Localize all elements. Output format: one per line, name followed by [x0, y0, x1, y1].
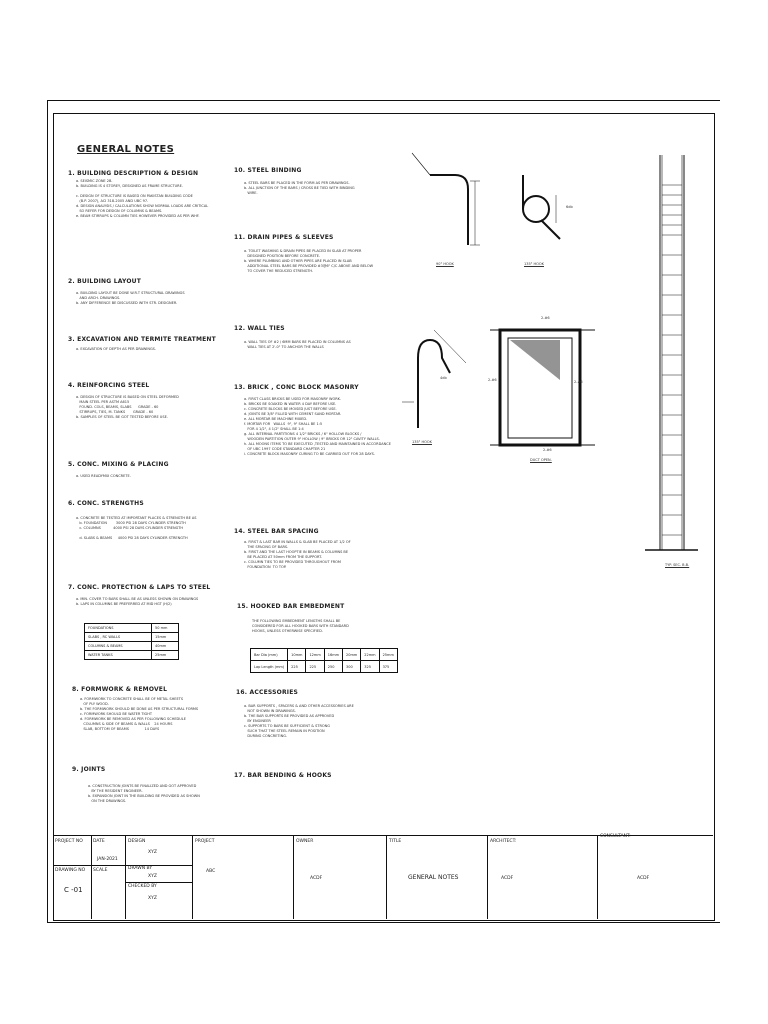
project-label: PROJECT [195, 839, 215, 844]
section-heading: 6. CONC. STRENGTHS [68, 500, 144, 507]
design-label: DESIGN [128, 839, 146, 844]
drawing-label-135-hook: 135° HOOK [524, 262, 544, 266]
title-block-divider [597, 835, 598, 919]
checked-by-label: CHECKED BY [128, 884, 157, 889]
table-cell: 15mm [152, 633, 179, 642]
table-cell: 12mm [306, 649, 324, 661]
table-cell: 250 [324, 661, 342, 673]
section-text: THE FOLLOWING EMBEDMENT LENGTHS SHALL BE CONSIDERED FOR ALL HOOKED BARS WITH STANDARD HOOKS, UNLESS OTHERWISE SPECIFIED. [252, 619, 349, 633]
table-cell: 25mm [152, 651, 179, 660]
owner-value: ACDF [310, 876, 323, 881]
date-label: DATE [93, 839, 105, 844]
wall-tie-hook-drawing [398, 318, 478, 438]
section-text: a. BUILDING LAYOUT BE DONE W.R.T STRUCTURAL DRAWINGS AND ARCH. DRAWINGS. b. ANY DIFFERENCE BE DISCUSSED WITH STR. DESIGNER. [76, 291, 185, 305]
table-cell: 375 [379, 661, 397, 673]
dimension-label: 6db [566, 205, 573, 209]
sheet-top-border [47, 100, 720, 101]
table-cell: 20mm [343, 649, 361, 661]
table-row [251, 649, 398, 661]
table-cell: SLABS , RC WALLS [85, 633, 152, 642]
sheet-left-border [47, 100, 48, 923]
consultant-value: ACDF [637, 876, 650, 881]
table-cell: 40mm [152, 642, 179, 651]
table-row [85, 651, 179, 660]
duct-opening-drawing [490, 310, 600, 460]
section-text: a. FIRST & LAST BAR IN WALLS & SLAB BE PLACED AT 1/2 OF THE SPACING OF BARS. b. FIRST AND THE LAST HOOPTIE IN BEAMS & COLUMNS BE BE PLACED AT 50mm FROM THE SUPPORT. c. COLUMN TIES TO BE PROVIDED THROUGHOUT FROM FOUNDATION TO TOP. [244, 540, 351, 569]
design-value: XYZ [148, 850, 157, 855]
section-heading: 4. REINFORCING STEEL [68, 382, 150, 389]
section-text: a. DESIGN OF STRUCTURE IS BASED ON STEEL DEFORMED MAIN STEEL PER ASTM A615 FOUND. COLS, BEAMS, SLABS GRADE - 60 STIRRUPS, TIES, M. TANKS GRADE - 60 b. SAMPLES OF STEEL BE GOT TESTED BEFORE USE. [76, 395, 179, 419]
table-cell: Lap Length (mm) [251, 661, 288, 673]
section-text: a. SEISMIC ZONE 2B. b. BUILDING IS 4 STOREY, DESIGNED AS FRAME STRUCTURE. c. DESIGN OF STRUCTURE IS BASED ON PAKISTAN BUILDING CODE (B.P. 2007), ACI 318-2005 AND UBC 97. d. DESIGN ANALYSIS / CALCULATIONS SHOW NORMAL LOADS ARE CRITICAL SO REFER FOR DESIGN OF COLUMNS & BEAMS. e. BEAM STIRRUPS & COLUMN TIES HOWEVER PROVIDED AS PER WHF. [76, 179, 209, 218]
section-text: a. TOILET WASHING & DRAIN PIPES BE PLACED IN SLAB AT PROPER DESIGNED POSITION BEFORE CONCRETE. b. WHERE PLUMBING AND OTHER PIPES ARE PLACED IN SLAB ADDITIONAL STEEL BARS BE PROVIDED #3@6" C/C ABOVE AND BELOW TO COVER THE REDUCED STRENGTH. [244, 249, 374, 273]
drawn-by-label: DRAWN BY [128, 866, 153, 871]
section-text: a. CONSTRUCTION JOINTS BE FINALIZED AND GOT APPROVED BY THE RESIDENT ENGINEER. b. EXPANSION JOINT IN THE BUILDING BE PROVIDED AS SHOWN ON THE DRAWINGS. [88, 784, 200, 803]
drawing-no-value: C -01 [64, 886, 83, 894]
table-cell: 225 [306, 661, 324, 673]
architect-value: ACDF [501, 876, 514, 881]
section-text: a. CONCRETE BE TESTED AT IMPORTANT PLACES & STRENGTH BE AS b. FOUNDATION 3000 PSI 28 DAYS CYLINDER STRENGTH c. COLUMNS 4000 PSI 28 DAYS CYLINDER STRENGTH d. SLABS & BEAMS 4000 PSI 28 DAYS CYLINDER STRENGTH [76, 516, 197, 540]
drawing-no-label: DRAWING NO [55, 868, 86, 873]
table-cell: 300 [343, 661, 361, 673]
section-heading: 5. CONC. MIXING & PLACING [68, 461, 169, 468]
hook-details-drawing [400, 145, 580, 275]
table-cell: WATER TANKS [85, 651, 152, 660]
title-label: TITLE [389, 839, 402, 844]
section-text: a. USED READYMIX CONCRETE. [76, 474, 131, 478]
drawing-label-135-hook: 135° HOOK [412, 440, 432, 444]
section-heading: 13. BRICK , CONC BLOCK MASONRY [234, 384, 359, 391]
section-heading: 12. WALL TIES [234, 325, 285, 332]
embedment-table [250, 648, 398, 673]
section-text: a. FIRST CLASS BRICKS BE USED FOR MASONRY WORK. b. BRICKS BE SOAKED IN WATER 4 DAY BEFORE USE. c. CONCRETE BLOCKS BE MOISED JUST BEFORE USE. d. JOINTS BE 3/8" FILLED WITH CEMENT SAND MORTAR. e. ALL MORTAR BE MACHINE MIXED. f. MORTAR FOR WALLS 9", 9" SHALL BE 1:5 FOR 4 1/2", 4 1/2" SHALL BE 1:4 g. ALL INTERNAL PARTITIONS 4 1/2" BRICKS / 6" HOLLOW BLOCKS / WOODEN PARTITION OUTER 9" HOLLOW / 9" BRICKS OR 12" CAVITY WALLS. h. ALL MOONS ITEMS TO BE EXECUTED ,TESTED AND MAINTAINED IN ACCORDANCE OF UBC 1997 CODE STANDARD CHAPTER 21 i. CONCRETE BLOCK MASONRY CURING TO BE CARRIED OUT FOR 28 DAYS. [244, 397, 391, 456]
table-cell: 10mm [288, 649, 306, 661]
project-value: ABC [206, 869, 216, 874]
table-row [251, 661, 398, 673]
title-block-divider [192, 835, 193, 919]
section-heading: 2. BUILDING LAYOUT [68, 278, 141, 285]
bar-label: 2-#6 [541, 316, 550, 320]
section-heading: 10. STEEL BINDING [234, 167, 302, 174]
table-cell: 22mm [361, 649, 379, 661]
section-heading: 3. EXCAVATION AND TERMITE TREATMENT [68, 336, 216, 343]
cover-table [84, 623, 179, 660]
table-row [85, 624, 179, 633]
title-block-divider [386, 835, 387, 919]
table-cell: FOUNDATIONS [85, 624, 152, 633]
table-cell: 325 [361, 661, 379, 673]
section-heading: 7. CONC. PROTECTION & LAPS TO STEEL [68, 584, 211, 591]
sheet-bottom-border [47, 922, 720, 923]
section-text: a. MIN. COVER TO BARS SHALL BE AS UNLESS SHOWN ON DRAWINGS b. LAPS IN COLUMNS BE PREFERRED AT MID HGT (H/2) [76, 597, 199, 606]
section-text: a. FORMWORK TO CONCRETE SHALL BE OF METAL SHEETS OF PLY WOOD. b. THE FORMWORK SHOULD BE DONE AS PER STRUCTURAL FORMS c. FORMWORK SHOULD BE WATER TIGHT d. FORMWORK BE REMOVED AS PER FOLLOWING SCHEDULE COLUMNS & SIDE OF BEAMS & WALLS 24 HOURS SLAB, BOTTOM OF BEAMS 14 DAYS [80, 697, 199, 731]
scale-label: SCALE [93, 868, 108, 873]
date-value: JAN-2021 [97, 857, 118, 862]
table-row [85, 633, 179, 642]
table-row [85, 642, 179, 651]
table-cell: Bar Dia (mm) [251, 649, 288, 661]
section-text: a. BAR SUPPORTS , SPACERS & AND OTHER ACCESSORIES ARE NOT SHOWN IN DRAWINGS. b. THE BAR SUPPORTS BE PROVIDED AS APPROVED BY ENGINEER c. SUPPORTS TO BARS BE SUFFICIENT & STRONG SUCH THAT THE STEEL REMAIN IN POSITION DURING CONCRETING. [244, 704, 354, 738]
consultant-label: CONSULTANT: [600, 834, 631, 839]
section-heading: 8. FORMWORK & REMOVEL [72, 686, 168, 693]
section-text: a. WALL TIES OF #2 / 6MM BARS BE PLACED IN COLUMNS AS WALL TIES AT 2'-0" TO ANCHOR THE WALLS [244, 340, 351, 349]
section-heading: 15. HOOKED BAR EMBEDMENT [237, 603, 345, 610]
typical-section-drawing [640, 145, 700, 565]
page-title: GENERAL NOTES [77, 144, 175, 155]
table-cell: 225 [288, 661, 306, 673]
section-heading: 9. JOINTS [72, 766, 106, 773]
bar-label: 2-#6 [543, 448, 552, 452]
table-cell: COLUMNS & BEAMS [85, 642, 152, 651]
checked-by-value: XYZ [148, 896, 157, 901]
table-cell: 50 mm [152, 624, 179, 633]
title-value: GENERAL NOTES [408, 874, 459, 881]
section-heading: 16. ACCESSORIES [236, 689, 299, 696]
title-block-divider [487, 835, 488, 919]
title-block-divider [125, 882, 192, 883]
project-no-label: PROJECT NO [55, 839, 83, 844]
section-text: a. STEEL BARS BE PLACED IN THE FORM AS PER DRAWINGS. b. ALL JUNCTION OF THE BARS / CROSS BE TIED WITH BINDING WIRE. [244, 181, 355, 195]
bar-label: 2-#6 [488, 378, 497, 382]
title-block-divider [53, 865, 91, 866]
section-heading: 1. BUILDING DESCRIPTION & DESIGN [68, 170, 199, 177]
title-block-divider [91, 835, 92, 919]
drawing-label-typ-section: TYP. SEC. B.B. [665, 563, 690, 567]
section-heading: 11. DRAIN PIPES & SLEEVES [234, 234, 334, 241]
section-heading: 17. BAR BENDING & HOOKS [234, 772, 332, 779]
drawing-label-duct: DUCT OPEN. [530, 458, 552, 462]
table-cell: 16mm [324, 649, 342, 661]
drawing-label-90-hook: 90° HOOK [436, 262, 454, 266]
section-text: a. EXCAVATION OF DEPTH AS PER DRAWINGS. [76, 347, 157, 351]
table-cell: 25mm [379, 649, 397, 661]
drawn-by-value: XYZ [148, 874, 157, 879]
bar-label: 2-#6 [574, 380, 583, 384]
title-block-divider [293, 835, 294, 919]
architect-label: ARCHITECT: [490, 839, 517, 844]
section-heading: 14. STEEL BAR SPACING [234, 528, 319, 535]
owner-label: OWNER [296, 839, 314, 844]
title-block-divider [125, 835, 126, 919]
dimension-label: 4db [440, 376, 447, 380]
